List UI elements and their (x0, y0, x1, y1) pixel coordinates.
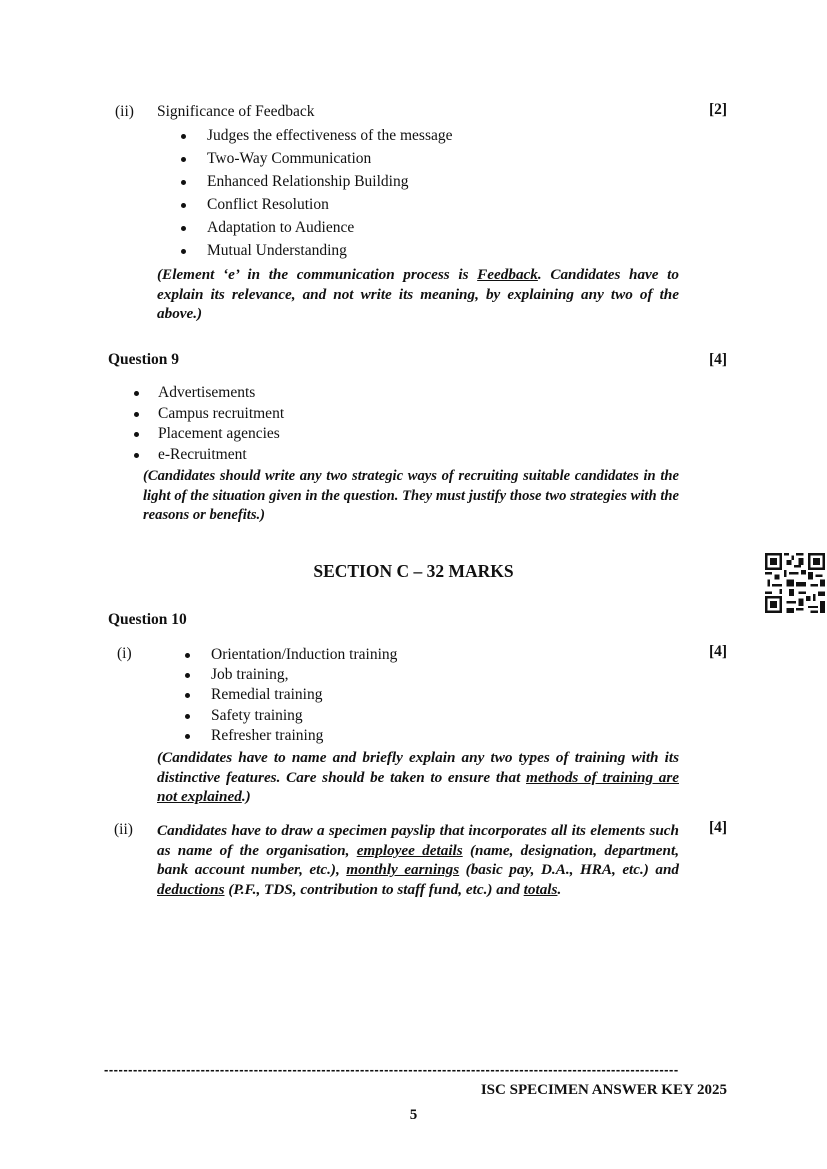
list-item: Refresher training (185, 726, 397, 746)
question-heading: Question 10 (108, 611, 187, 628)
question-heading: Question 9 (108, 351, 180, 368)
marks-badge: [4] (709, 819, 728, 836)
list-item: Adaptation to Audience (181, 216, 452, 239)
list-item: Enhanced Relationship Building (181, 170, 452, 193)
list-item: Mutual Understanding (181, 239, 452, 262)
footer-title: ISC SPECIMEN ANSWER KEY 2025 (480, 1082, 727, 1098)
marks-badge: [4] (709, 643, 728, 660)
list-item: e-Recruitment (134, 445, 284, 466)
payslip-instruction: Candidates have to draw a specimen payslip that incorporates all its elements such as name of the organisation, employee details (name, designation, department, bank account number, etc.), monthly earnings (basic pay, D.A., HRA, etc.) and deductions (P.F., TDS, contribution to staff fund, etc.) and totals. (157, 822, 680, 898)
section-title: SECTION C – 32 MARKS (313, 561, 514, 581)
marks-badge: [2] (709, 101, 728, 118)
training-list (185, 645, 397, 746)
part-label: (ii) (115, 103, 134, 120)
list-item: Judges the effectiveness of the message (181, 124, 452, 147)
list-item: Campus recruitment (134, 404, 284, 425)
part-label: (i) (117, 645, 132, 662)
qr-code-icon (765, 553, 825, 613)
examiner-note: (Candidates should write any two strategic ways of recruiting suitable candidates in the light of the situation given in the question. They must justify those two strategies with the reasons or benefits.) (143, 468, 679, 524)
marks-badge: [4] (709, 351, 728, 368)
part-title: Significance of Feedback (157, 103, 315, 120)
examiner-note: (Candidates have to name and briefly explain any two types of training with its distinctive features. Care should be taken to ensure that methods of training are not explained.) (157, 749, 679, 806)
feedback-list (181, 124, 452, 262)
list-item: Placement agencies (134, 424, 284, 445)
examiner-note: (Element ‘e’ in the communication process is Feedback. Candidates have to explain its relevance, and not write its meaning, by explaining any two of the above.) (157, 266, 679, 323)
list-item: Safety training (185, 706, 397, 726)
list-item: Remedial training (185, 685, 397, 705)
recruitment-list (134, 383, 284, 465)
list-item: Orientation/Induction training (185, 645, 397, 665)
list-item: Job training, (185, 665, 397, 685)
part-label: (ii) (114, 821, 133, 838)
footer-divider: ----------------------------------------------------------------------------------------------------------------------- (104, 1062, 679, 1077)
list-item: Conflict Resolution (181, 193, 452, 216)
list-item: Advertisements (134, 383, 284, 404)
list-item: Two-Way Communication (181, 147, 452, 170)
page-number: 5 (409, 1107, 418, 1123)
